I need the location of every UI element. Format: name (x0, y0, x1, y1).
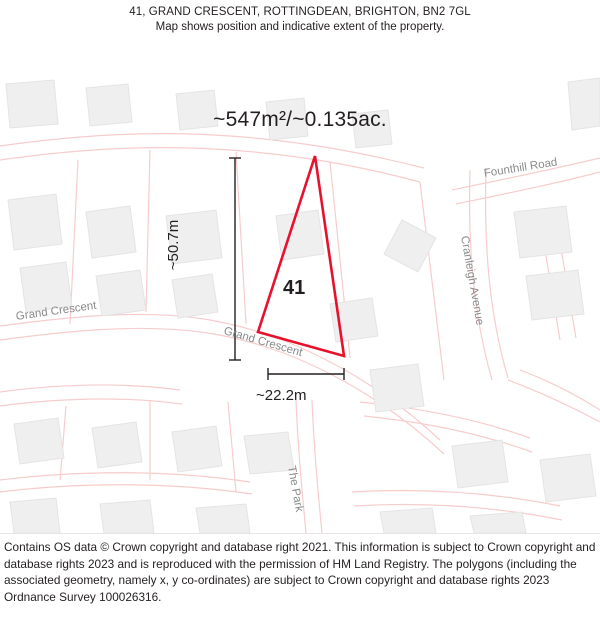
road-label-the-park: The Park (285, 464, 306, 514)
road-label-grand-crescent-east: Grand Crescent (222, 325, 304, 360)
map-canvas[interactable] (0, 40, 600, 533)
road-network (0, 134, 600, 533)
copyright-footer: Contains OS data © Crown copyright and database right 2021. This information is subject to Crown copyright and database rights 2023 and is reproduced with the permission of HM Land Registry. The polygons (including the associated geometry, namely x, y co-ordinates) are subject to Crown copyright and database rights 2023 Ordnance Survey 100026316. (0, 533, 600, 625)
page-title: 41, GRAND CRESCENT, ROTTINGDEAN, BRIGHTON, BN2 7GL (129, 6, 471, 18)
plot-number-label: 41 (283, 277, 306, 299)
page-subtitle: Map shows position and indicative extent of the property. (155, 21, 445, 33)
vertical-dimension-label (165, 219, 255, 290)
road-label-founthill-road: Founthill Road (483, 156, 559, 180)
area-label: ~547m²/~0.135ac. (213, 108, 387, 131)
horizontal-dimension-label: ~22.2m (256, 387, 307, 404)
vertical-dimension-text: ~50.7m (165, 219, 182, 271)
page-header (0, 0, 600, 40)
road-label-grand-crescent-west: Grand Crescent (15, 299, 98, 323)
road-label-cranleigh-avenue: Cranleigh Avenue (458, 234, 486, 327)
